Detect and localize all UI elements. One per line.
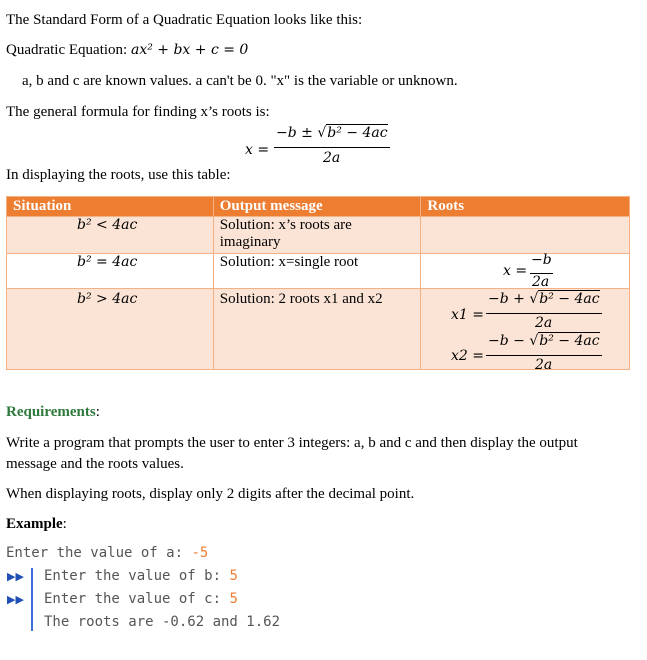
equation-math: ax² + bx + c = 0 [130, 42, 249, 58]
example-heading [6, 515, 67, 533]
equation-label: Quadratic Equation: [6, 42, 131, 58]
console-line-c [44, 591, 238, 607]
x1-den: 2a [535, 315, 553, 331]
message-cell: Solution: 2 roots x1 and x2 [213, 289, 421, 370]
message-cell: Solution: x=single root [213, 254, 421, 289]
situation-cell: b² > 4ac [77, 291, 138, 307]
x2-num-prefix: −b − [488, 333, 530, 349]
requirements-label: Requirements [6, 404, 96, 420]
intro-text: The Standard Form of a Quadratic Equation looks like this: [6, 12, 363, 28]
table-header-row [7, 197, 630, 217]
requirements-line-2: message and the roots values. [6, 456, 184, 472]
x2-lhs: x2 = [451, 348, 484, 364]
step-arrow-icon: ▶▶ [7, 594, 24, 606]
console-value: 5 [229, 568, 238, 584]
console-prompt: Enter the value of b: [44, 568, 230, 584]
console-value: -5 [191, 545, 209, 561]
quadratic-equation-line [6, 41, 248, 59]
x2-radicand: b² − 4ac [539, 333, 600, 349]
single-root-den: 2a [532, 274, 550, 290]
console-line-result [44, 614, 280, 630]
single-root-lhs: x = [503, 263, 528, 279]
digits-note: When displaying roots, display only 2 digits after the decimal point. [6, 486, 415, 502]
display-intro-text: In displaying the roots, use this table: [6, 167, 231, 183]
situation-cell: b² < 4ac [77, 217, 138, 233]
console-line-b [44, 568, 238, 584]
x1-lhs: x1 = [451, 307, 484, 323]
example-colon: : [62, 516, 67, 532]
formula-fraction-bar [274, 147, 390, 148]
formula-radicand: b² − 4ac [327, 125, 388, 141]
x1-num-prefix: −b + [488, 291, 530, 307]
general-formula-text: The general formula for finding x’s roots is: [6, 104, 270, 120]
requirements-line-1: Write a program that prompts the user to enter 3 integers: a, b and c and then display the output [6, 435, 578, 451]
single-root-num: −b [531, 252, 552, 268]
roots-cell [421, 217, 630, 254]
x2-den: 2a [535, 357, 553, 373]
x2-numerator: −b − √b² − 4ac [488, 333, 600, 349]
x1-radicand: b² − 4ac [539, 291, 600, 307]
header-output-message: Output message [213, 197, 421, 217]
example-label: Example [6, 516, 63, 532]
requirements-heading [6, 403, 100, 421]
message-cell: Solution: x’s roots are imaginary [213, 217, 421, 254]
x2-fraction-bar [486, 355, 602, 356]
console-line-a [6, 545, 208, 561]
console-gutter-bar [31, 568, 33, 631]
header-situation: Situation [7, 197, 214, 217]
formula-lhs: x = [245, 142, 270, 158]
table-row [7, 217, 630, 254]
formula-numerator: −b ± √b² − 4ac [276, 125, 388, 141]
situation-cell: b² = 4ac [77, 254, 138, 270]
step-arrow-icon: ▶▶ [7, 571, 24, 583]
console-value: 5 [229, 591, 238, 607]
console-result: The roots are -0.62 and 1.62 [44, 614, 281, 630]
console-prompt: Enter the value of c: [44, 591, 230, 607]
header-roots: Roots [421, 197, 630, 217]
known-values-text: a, b and c are known values. a can't be 0. "x" is the variable or unknown. [22, 73, 458, 89]
console-prompt: Enter the value of a: [6, 545, 192, 561]
formula-denominator: 2a [323, 150, 341, 166]
x1-numerator: −b + √b² − 4ac [488, 291, 600, 307]
requirements-colon: : [95, 404, 100, 420]
formula-num-prefix: −b ± [276, 125, 318, 141]
x1-fraction-bar [486, 313, 602, 314]
